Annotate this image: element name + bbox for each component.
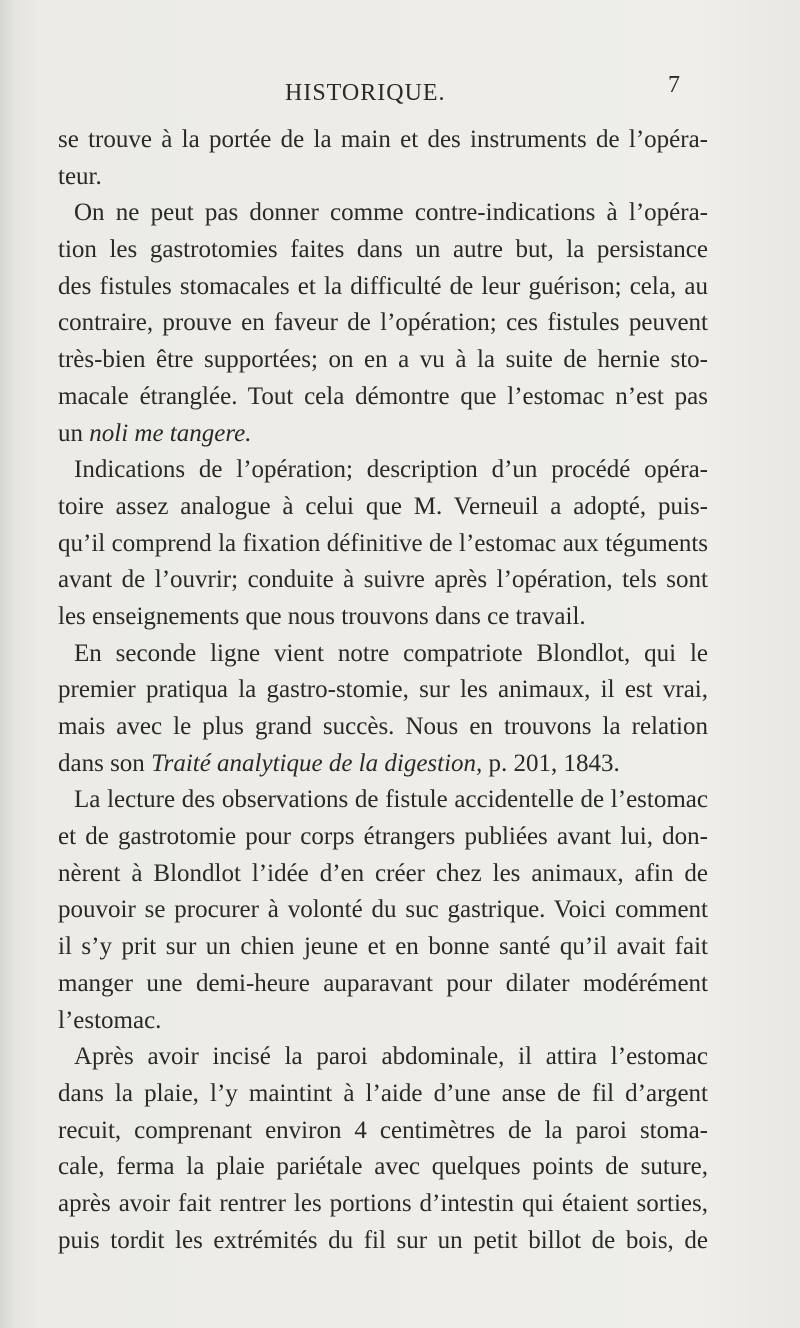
body-text xyxy=(58,122,708,1259)
page-header xyxy=(0,72,800,110)
text-segment: un xyxy=(58,419,83,447)
text-line xyxy=(58,416,708,453)
text-line: En seconde ligne vient notre compatriote Blondlot, qui le xyxy=(74,639,708,667)
text-line xyxy=(58,746,708,783)
text-line: il s’y prit sur un chien jeune et en bonne santé qu’il avait fait xyxy=(58,933,708,961)
running-title: HISTORIQUE. xyxy=(285,80,446,106)
page-number: 7 xyxy=(668,72,680,98)
text-line: premier pratiqua la gastro-stomie, sur les animaux, il est vrai, xyxy=(58,676,708,704)
text-line: l’estomac. xyxy=(58,1006,162,1034)
text-line: On ne peut pas donner comme contre-indications à l’opéra- xyxy=(74,199,708,227)
text-line: Indications de l’opération; description d’un procédé opéra- xyxy=(74,456,708,484)
text-line: La lecture des observations de fistule accidentelle de l’estomac xyxy=(74,786,708,814)
text-line: se trouve à la portée de la main et des instruments de l’opéra- xyxy=(58,126,708,153)
text-line: recuit, comprenant environ 4 centimètres de la paroi stoma- xyxy=(58,1116,708,1144)
text-line: Après avoir incisé la paroi abdominale, il attira l’estomac xyxy=(74,1043,708,1071)
text-segment: dans son xyxy=(58,749,145,777)
text-line: dans la plaie, l’y maintint à l’aide d’une anse de fil d’argent xyxy=(58,1079,708,1107)
text-line: mais avec le plus grand succès. Nous en trouvons la relation xyxy=(58,713,708,740)
text-line: les enseignements que nous trouvons dans ce travail. xyxy=(58,602,586,630)
text-line: toire assez analogue à celui que M. Verneuil a adopté, puis- xyxy=(58,492,708,520)
italic-phrase: noli me tangere. xyxy=(89,419,252,447)
text-line: après avoir fait rentrer les portions d’intestin qui étaient sorties, xyxy=(58,1189,708,1217)
text-line: et de gastrotomie pour corps étrangers publiées avant lui, don- xyxy=(58,823,708,851)
text-line: avant de l’ouvrir; conduite à suivre après l’opération, tels sont xyxy=(58,566,708,594)
text-line: des fistules stomacales et la difficulté de leur guérison; cela, au xyxy=(58,272,708,300)
text-line: nèrent à Blondlot l’idée d’en créer chez les animaux, afin de xyxy=(58,859,708,887)
text-line: manger une demi-heure auparavant pour dilater modérément xyxy=(58,969,708,997)
text-line: contraire, prouve en faveur de l’opération; ces fistules peuvent xyxy=(58,309,708,337)
text-line: très-bien être supportées; on en a vu à la suite de hernie sto- xyxy=(58,346,708,374)
text-line: cale, ferma la plaie pariétale avec quelques points de suture, xyxy=(58,1153,708,1181)
text-line: qu’il comprend la fixation définitive de l’estomac aux téguments xyxy=(58,529,708,557)
italic-book-title: Traité analytique de la digestion, xyxy=(151,749,483,777)
text-line: puis tordit les extrémités du fil sur un petit billot de bois, de xyxy=(58,1226,708,1254)
text-line: macale étranglée. Tout cela démontre que l’estomac n’est pas xyxy=(58,382,708,410)
text-line: tion les gastrotomies faites dans un autre but, la persistance xyxy=(58,236,708,264)
text-line: teur. xyxy=(58,162,102,190)
text-line: pouvoir se procurer à volonté du suc gastrique. Voici comment xyxy=(58,896,708,924)
text-segment: p. 201, 1843. xyxy=(488,749,620,777)
